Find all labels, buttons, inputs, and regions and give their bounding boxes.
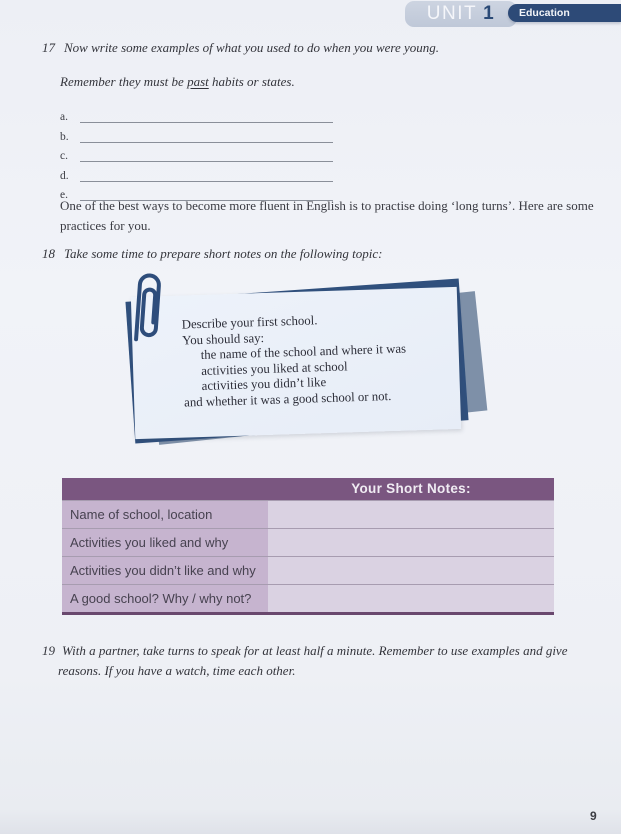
exercise19-instruction bbox=[42, 641, 567, 680]
reminder-pre: Remember they must be bbox=[60, 74, 188, 89]
blank-line bbox=[80, 147, 333, 162]
exercise19-line-2: reasons. If you have a watch, time each other. bbox=[58, 662, 296, 678]
blank-line bbox=[80, 167, 333, 182]
intro-paragraph bbox=[60, 196, 594, 235]
short-notes-table bbox=[62, 478, 554, 615]
exercise17-text: Now write some examples of what you used to do when you were young. bbox=[64, 40, 440, 55]
answer-blank-row bbox=[60, 162, 333, 181]
unit-number: 1 bbox=[483, 3, 496, 24]
exercise19-number: 19 bbox=[42, 643, 55, 658]
table-row bbox=[62, 584, 554, 612]
intro-line-2: practices for you. bbox=[60, 217, 151, 233]
exercise17-number: 17 bbox=[42, 40, 55, 55]
page-number: 9 bbox=[590, 809, 597, 823]
blank-line bbox=[80, 108, 333, 123]
row-label-cell: Activities you liked and why bbox=[62, 529, 268, 556]
unit-label: UNIT bbox=[426, 3, 478, 24]
blank-line bbox=[80, 128, 333, 143]
card-line: activities you didn’t like bbox=[201, 375, 327, 394]
exercise18-instruction bbox=[42, 246, 382, 262]
topic-card bbox=[131, 287, 461, 439]
answer-blank-row bbox=[60, 123, 333, 142]
answer-blank-row bbox=[60, 143, 333, 162]
exercise19-line-1: With a partner, take turns to speak for at least half a minute. Remember to use examples and give bbox=[62, 643, 568, 658]
table-row bbox=[62, 556, 554, 584]
blank-label: c. bbox=[60, 150, 68, 163]
row-notes-cell bbox=[268, 529, 554, 556]
reminder-note bbox=[60, 74, 295, 90]
intro-line-1: One of the best ways to become more fluent in English is to practise doing ‘long turns’. Here are some bbox=[60, 198, 594, 213]
blank-label: d. bbox=[60, 169, 69, 182]
education-badge: Education bbox=[508, 4, 621, 22]
row-label-cell: A good school? Why / why not? bbox=[62, 585, 268, 612]
table-header-title: Your Short Notes: bbox=[351, 481, 471, 496]
row-notes-cell bbox=[268, 501, 554, 528]
table-header bbox=[62, 478, 554, 500]
unit-tab bbox=[405, 1, 517, 27]
blank-label: e. bbox=[60, 188, 68, 201]
card-line: and whether it was a good school or not. bbox=[183, 388, 392, 410]
row-label-cell: Name of school, location bbox=[62, 501, 268, 528]
topic-card-text bbox=[182, 311, 408, 412]
table-header-left-cell bbox=[62, 478, 268, 500]
reminder-underlined-word: past bbox=[187, 74, 209, 89]
answer-blank-row bbox=[60, 104, 333, 123]
paperclip-icon bbox=[124, 270, 172, 355]
exercise18-number: 18 bbox=[42, 246, 55, 261]
card-line: Describe your first school. bbox=[181, 313, 318, 332]
answer-blanks bbox=[60, 104, 333, 201]
exercise17-instruction bbox=[42, 40, 439, 56]
card-line: activities you liked at school bbox=[200, 359, 348, 378]
blank-label: b. bbox=[60, 130, 69, 143]
table-row bbox=[62, 500, 554, 528]
exercise18-text: Take some time to prepare short notes on the following topic: bbox=[64, 246, 383, 261]
table-row bbox=[62, 528, 554, 556]
row-notes-cell bbox=[268, 585, 554, 612]
card-line: the name of the school and where it was bbox=[200, 341, 407, 363]
card-line: You should say: bbox=[182, 330, 265, 348]
row-notes-cell bbox=[268, 557, 554, 584]
blank-label: a. bbox=[60, 111, 68, 124]
row-label-cell: Activities you didn’t like and why bbox=[62, 557, 268, 584]
reminder-post: habits or states. bbox=[208, 74, 295, 89]
